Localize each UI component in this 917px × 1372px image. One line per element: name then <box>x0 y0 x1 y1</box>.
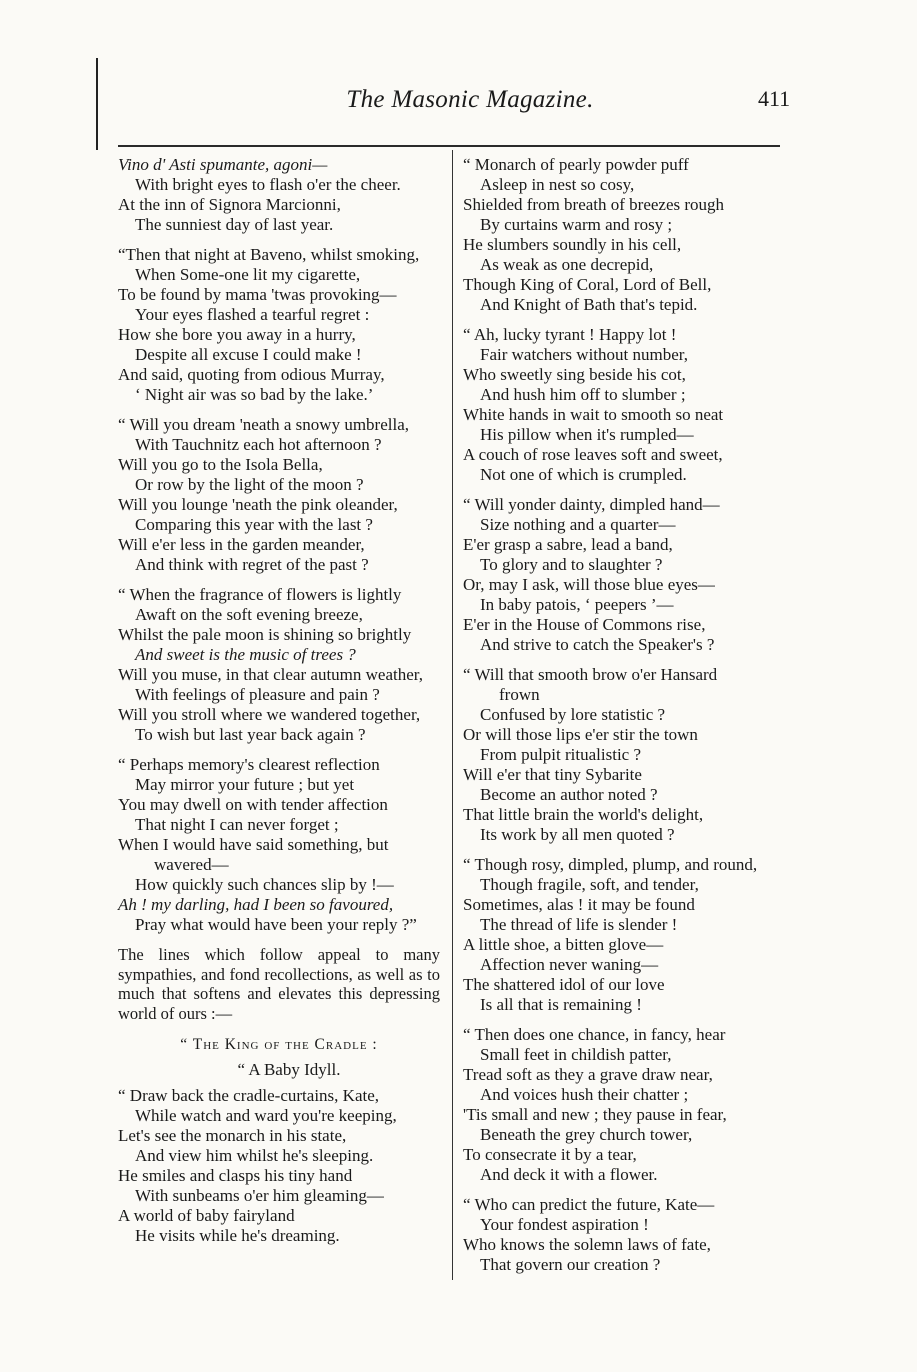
poem-line: Or, may I ask, will those blue eyes— <box>463 575 715 594</box>
poem-line: E'er in the House of Commons rise, <box>463 615 706 634</box>
poem-line: Will you lounge 'neath the pink oleander, <box>118 495 398 514</box>
poem-line: Vino d' Asti spumante, agoni— <box>118 155 328 174</box>
poem-line: Shielded from breath of breezes rough <box>463 195 725 214</box>
poem-line: He smiles and clasps his tiny hand <box>118 1166 353 1185</box>
poem-line: Your fondest aspiration ! <box>480 1215 649 1234</box>
poem-title-text: “ The King of the Cradle : <box>180 1036 378 1053</box>
poem-line: White hands in wait to smooth so neat <box>463 405 724 424</box>
poem-line: May mirror your future ; but yet <box>135 775 355 794</box>
page-title: The Masonic Magazine. <box>346 86 594 113</box>
poem-line: And strive to catch the Speaker's ? <box>480 635 715 654</box>
poem-line: He slumbers soundly in his cell, <box>463 235 682 254</box>
poem-line: E'er grasp a sabre, lead a band, <box>463 535 673 554</box>
right-column <box>463 155 789 1285</box>
poem-line: To glory and to slaughter ? <box>480 555 663 574</box>
poem-line: A couch of rose leaves soft and sweet, <box>463 445 723 464</box>
poem-line: That night I can never forget ; <box>135 815 339 834</box>
poem-line: A little shoe, a bitten glove— <box>463 935 664 954</box>
poem-line: “ Though rosy, dimpled, plump, and round, <box>463 855 758 874</box>
stanza <box>118 585 440 745</box>
poem-line: From pulpit ritualistic ? <box>480 745 642 764</box>
stanza <box>463 1195 789 1275</box>
poem-line: 'Tis small and new ; they pause in fear, <box>463 1105 727 1124</box>
poem-line: Though King of Coral, Lord of Bell, <box>463 275 712 294</box>
poem-line: Awaft on the soft evening breeze, <box>135 605 363 624</box>
poem-line: With feelings of pleasure and pain ? <box>135 685 380 704</box>
poem-line: At the inn of Signora Marcionni, <box>118 195 341 214</box>
poem-line: “ When the fragrance of flowers is lightly <box>118 585 402 604</box>
poem-line: Is all that is remaining ! <box>480 995 642 1014</box>
poem-line: And Knight of Bath that's tepid. <box>480 295 698 314</box>
poem-line: “ Perhaps memory's clearest reflection <box>118 755 380 774</box>
poem-line: The thread of life is slender ! <box>480 915 678 934</box>
poem-line: Size nothing and a quarter— <box>480 515 676 534</box>
poem-line: “ Will you dream 'neath a snowy umbrella, <box>118 415 409 434</box>
poem-line: “Then that night at Baveno, whilst smoking, <box>118 245 420 264</box>
poem-line: Despite all excuse I could make ! <box>135 345 362 364</box>
poem-line: His pillow when it's rumpled— <box>480 425 694 444</box>
poem-line: To consecrate it by a tear, <box>463 1145 637 1164</box>
poem-line: Fair watchers without number, <box>480 345 688 364</box>
poem-line: While watch and ward you're keeping, <box>135 1106 397 1125</box>
stanza <box>463 155 789 315</box>
poem-line: Its work by all men quoted ? <box>480 825 675 844</box>
poem-line: Will e'er that tiny Sybarite <box>463 765 642 784</box>
poem-line: You may dwell on with tender affection <box>118 795 388 814</box>
header-rule <box>118 145 780 147</box>
poem-line: When Some-one lit my cigarette, <box>135 265 361 284</box>
poem-line: Will you muse, in that clear autumn weather, <box>118 665 424 684</box>
poem-line: And said, quoting from odious Murray, <box>118 365 385 384</box>
poem-line: Will you go to the Isola Bella, <box>118 455 323 474</box>
poem-line: That little brain the world's delight, <box>463 805 704 824</box>
poem-line: “ Ah, lucky tyrant ! Happy lot ! <box>463 325 677 344</box>
poem-subtitle: “ A Baby Idyll. <box>237 1060 341 1079</box>
page-header <box>0 86 917 122</box>
poem-line: Affection never waning— <box>480 955 659 974</box>
poem-line: Asleep in nest so cosy, <box>480 175 635 194</box>
stanza <box>463 325 789 485</box>
poem-line: “ Will that smooth brow o'er Hansard <box>463 665 718 684</box>
poem-line: Will you stroll where we wandered together, <box>118 705 421 724</box>
poem-line: With Tauchnitz each hot afternoon ? <box>135 435 382 454</box>
poem-line: The shattered idol of our love <box>463 975 665 994</box>
poem-line: By curtains warm and rosy ; <box>480 215 673 234</box>
poem-line: He visits while he's dreaming. <box>135 1226 340 1245</box>
poem-line: Who knows the solemn laws of fate, <box>463 1235 711 1254</box>
poem-title <box>118 1035 440 1055</box>
poem-line: As weak as one decrepid, <box>480 255 654 274</box>
poem-line: Though fragile, soft, and tender, <box>480 875 699 894</box>
poem-line: “ Will yonder dainty, dimpled hand— <box>463 495 720 514</box>
poem-line: To wish but last year back again ? <box>135 725 366 744</box>
poem-line: Who sweetly sing beside his cot, <box>463 365 686 384</box>
stanza <box>118 245 440 405</box>
poem-line: Let's see the monarch in his state, <box>118 1126 347 1145</box>
poem-line: Tread soft as they a grave draw near, <box>463 1065 713 1084</box>
poem-line: Or will those lips e'er stir the town <box>463 725 698 744</box>
poem-line: In baby patois, ‘ peepers ’— <box>480 595 674 614</box>
poem-line: Not one of which is crumpled. <box>480 465 687 484</box>
poem-line: To be found by mama 'twas provoking— <box>118 285 397 304</box>
poem-line: Beneath the grey church tower, <box>480 1125 693 1144</box>
poem-line: wavered— <box>154 855 229 874</box>
stanza <box>118 1086 440 1246</box>
poem-line: And think with regret of the past ? <box>135 555 369 574</box>
poem-line: Whilst the pale moon is shining so brightly <box>118 625 412 644</box>
stanza <box>118 415 440 575</box>
poem-line: Small feet in childish patter, <box>480 1045 672 1064</box>
prose-paragraph: The lines which follow appeal to many sympathies, and fond recollections, as well as to much that softens and elevates this depressing world of ours :— <box>118 945 440 1023</box>
poem-line: That govern our creation ? <box>480 1255 661 1274</box>
poem-line: A world of baby fairyland <box>118 1206 295 1225</box>
poem-line: Will e'er less in the garden meander, <box>118 535 365 554</box>
poem-line: “ Monarch of pearly powder puff <box>463 155 689 174</box>
left-column <box>118 155 440 1256</box>
stanza <box>118 155 440 235</box>
poem-line: Ah ! my darling, had I been so favoured, <box>118 895 394 914</box>
stanza <box>118 755 440 935</box>
poem-line: And deck it with a flower. <box>480 1165 658 1184</box>
poem-line: Pray what would have been your reply ?” <box>135 915 417 934</box>
poem-line: Comparing this year with the last ? <box>135 515 373 534</box>
stanza <box>463 665 789 845</box>
poem-line: And view him whilst he's sleeping. <box>135 1146 374 1165</box>
column-divider <box>452 150 453 1280</box>
poem-line: The sunniest day of last year. <box>135 215 334 234</box>
poem-line: And voices hush their chatter ; <box>480 1085 689 1104</box>
poem-line: With bright eyes to flash o'er the cheer. <box>135 175 401 194</box>
poem-line: Become an author noted ? <box>480 785 658 804</box>
page-number: 411 <box>758 86 791 111</box>
poem-line: How she bore you away in a hurry, <box>118 325 356 344</box>
poem-line: Your eyes flashed a tearful regret : <box>135 305 370 324</box>
poem-line: Confused by lore statistic ? <box>480 705 666 724</box>
poem-line: frown <box>499 685 540 704</box>
stanza <box>463 495 789 655</box>
poem-line: How quickly such chances slip by !— <box>135 875 394 894</box>
poem-line: “ Draw back the cradle-curtains, Kate, <box>118 1086 380 1105</box>
poem-line: And hush him off to slumber ; <box>480 385 686 404</box>
poem-line: When I would have said something, but <box>118 835 389 854</box>
poem-line: Or row by the light of the moon ? <box>135 475 364 494</box>
poem-line: ‘ Night air was so bad by the lake.’ <box>135 385 374 404</box>
stanza <box>463 855 789 1015</box>
poem-line: Sometimes, alas ! it may be found <box>463 895 695 914</box>
poem-line: With sunbeams o'er him gleaming— <box>135 1186 384 1205</box>
poem-line: “ Then does one chance, in fancy, hear <box>463 1025 726 1044</box>
stanza <box>463 1025 789 1185</box>
poem-line: And sweet is the music of trees ? <box>135 645 356 664</box>
poem-line: “ Who can predict the future, Kate— <box>463 1195 715 1214</box>
